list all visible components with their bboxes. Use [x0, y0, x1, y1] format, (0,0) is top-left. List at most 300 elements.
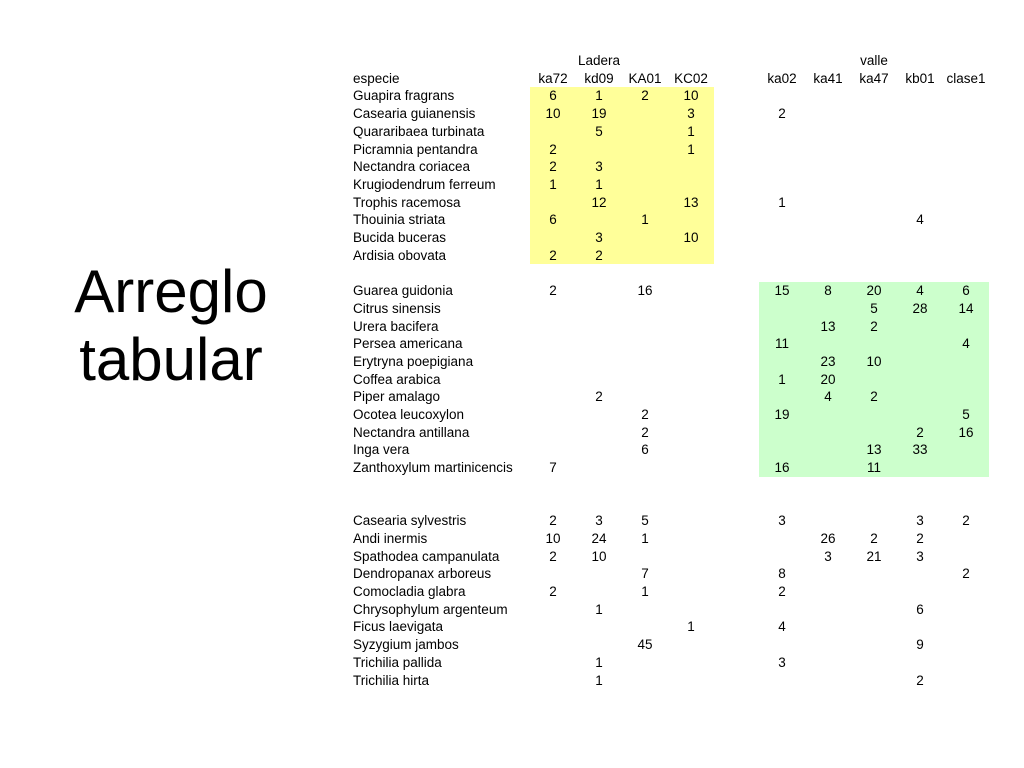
species-name-cell: Ardisia obovata [353, 247, 447, 263]
count-cell: 3 [595, 513, 603, 529]
count-cell [622, 194, 668, 212]
species-name-cell: Syzygium jambos [353, 637, 459, 653]
count-cell [668, 654, 714, 672]
spacer-row [350, 477, 989, 495]
count-cell: 2 [549, 548, 557, 564]
count-cell [943, 318, 989, 336]
column-header-especie: especie [353, 70, 400, 86]
count-cell [851, 87, 897, 105]
count-cell: 2 [916, 672, 924, 688]
count-cell [897, 247, 943, 265]
count-cell [851, 636, 897, 654]
table-row [350, 247, 989, 265]
count-cell [530, 565, 576, 583]
slide-title-line-1: Arreglo [74, 258, 268, 325]
count-cell [530, 388, 576, 406]
slide-title-line-2: tabular [79, 326, 263, 393]
count-cell [530, 371, 576, 389]
count-cell [530, 335, 576, 353]
count-cell [576, 583, 622, 601]
count-cell: 7 [641, 566, 649, 582]
table-row [350, 371, 989, 389]
count-cell [943, 636, 989, 654]
count-cell: 28 [897, 300, 943, 318]
gap-cell [714, 459, 759, 477]
count-cell [851, 211, 897, 229]
count-cell [622, 318, 668, 336]
group-label-spacer [350, 52, 530, 70]
count-cell [897, 618, 943, 636]
gap-cell [714, 618, 759, 636]
count-cell: 4 [916, 212, 924, 228]
count-cell [530, 618, 576, 636]
count-cell [576, 282, 622, 300]
gap-cell [714, 194, 759, 212]
count-cell [943, 247, 989, 265]
count-cell: 13 [668, 194, 714, 212]
gap-cell [714, 105, 759, 123]
count-cell: 4 [943, 335, 989, 353]
count-cell [668, 636, 714, 654]
column-header-kc02: KC02 [674, 70, 708, 86]
count-cell [943, 211, 989, 229]
count-cell [759, 176, 805, 194]
count-cell [759, 353, 805, 371]
count-cell: 2 [549, 283, 557, 299]
gap-cell [714, 548, 759, 566]
count-cell [897, 565, 943, 583]
count-cell [530, 636, 576, 654]
count-cell [805, 211, 851, 229]
count-cell: 8 [805, 282, 851, 300]
table-row [350, 318, 989, 336]
count-cell: 5 [576, 123, 622, 141]
count-cell [805, 636, 851, 654]
gap-cell [714, 654, 759, 672]
count-cell [759, 87, 805, 105]
group-label-spacer [530, 52, 576, 70]
count-cell: 10 [851, 353, 897, 371]
count-cell: 2 [870, 530, 878, 546]
count-cell [576, 371, 622, 389]
count-cell [759, 158, 805, 176]
count-cell [897, 123, 943, 141]
count-cell: 10 [668, 229, 714, 247]
count-cell [576, 211, 622, 229]
count-cell [759, 636, 805, 654]
count-cell: 2 [778, 106, 786, 122]
gap-cell [714, 636, 759, 654]
spacer-row [350, 264, 989, 282]
group-label-spacer [759, 52, 805, 70]
count-cell [576, 636, 622, 654]
count-cell [805, 601, 851, 619]
count-cell: 6 [530, 211, 576, 229]
count-cell: 5 [851, 300, 897, 318]
count-cell: 6 [641, 442, 649, 458]
table-row [350, 194, 989, 212]
table-row [350, 548, 989, 566]
count-cell [668, 548, 714, 566]
count-cell: 13 [851, 441, 897, 459]
table-row [350, 512, 989, 530]
count-cell: 16 [637, 283, 653, 299]
count-cell: 3 [668, 105, 714, 123]
count-cell [943, 601, 989, 619]
count-cell [759, 388, 805, 406]
species-name-cell: Guapira fragrans [353, 88, 455, 104]
count-cell: 1 [778, 194, 786, 210]
count-cell: 1 [595, 654, 603, 670]
count-cell: 1 [576, 176, 622, 194]
gap-cell [714, 388, 759, 406]
count-cell [805, 158, 851, 176]
count-cell: 1 [759, 371, 805, 389]
group-label-spacer [622, 52, 668, 70]
gap-cell [714, 565, 759, 583]
count-cell [530, 424, 576, 442]
count-cell [576, 565, 622, 583]
count-cell: 4 [778, 619, 786, 635]
count-cell: 1 [530, 176, 576, 194]
column-header-ka01: KA01 [628, 70, 662, 86]
count-cell: 15 [759, 282, 805, 300]
count-cell [805, 583, 851, 601]
count-cell: 3 [824, 548, 832, 564]
count-cell [668, 335, 714, 353]
species-name-cell: Nectandra coriacea [353, 159, 471, 175]
count-cell [897, 318, 943, 336]
count-cell [576, 441, 622, 459]
count-cell [576, 335, 622, 353]
count-cell: 3 [576, 229, 622, 247]
count-cell [530, 318, 576, 336]
count-cell [668, 565, 714, 583]
group-label-valle: valle [860, 53, 888, 68]
count-cell: 12 [576, 194, 622, 212]
count-cell: 2 [962, 513, 970, 529]
count-cell [897, 388, 943, 406]
count-cell: 4 [897, 282, 943, 300]
count-cell [622, 247, 668, 265]
group-label-spacer [943, 52, 989, 70]
count-cell: 2 [778, 584, 786, 600]
count-cell [805, 406, 851, 424]
column-header-row [350, 70, 989, 88]
count-cell [576, 318, 622, 336]
count-cell [805, 87, 851, 105]
species-name-cell: Guarea guidonia [353, 283, 453, 299]
count-cell: 2 [576, 247, 622, 265]
group-label-ladera: Ladera [577, 53, 621, 68]
table-row [350, 105, 989, 123]
count-cell [668, 300, 714, 318]
count-cell [805, 459, 851, 477]
species-name-cell: Trichilia pallida [353, 654, 442, 670]
count-cell [622, 672, 668, 690]
count-cell [805, 105, 851, 123]
table-row [350, 618, 989, 636]
table-row [350, 459, 989, 477]
count-cell: 2 [916, 530, 924, 546]
count-cell [668, 388, 714, 406]
count-cell [668, 371, 714, 389]
count-cell [530, 300, 576, 318]
count-cell: 2 [530, 158, 576, 176]
count-cell [897, 158, 943, 176]
column-header-gap [714, 70, 759, 88]
count-cell [668, 406, 714, 424]
count-cell [943, 229, 989, 247]
count-cell [897, 176, 943, 194]
count-cell: 2 [549, 584, 557, 600]
species-name-cell: Comocladia glabra [353, 584, 466, 600]
count-cell [668, 353, 714, 371]
species-name-cell: Piper amalago [353, 389, 441, 405]
count-cell: 2 [897, 424, 943, 442]
count-cell [805, 300, 851, 318]
count-cell: 23 [805, 353, 851, 371]
count-cell [943, 194, 989, 212]
count-cell [943, 530, 989, 548]
count-cell: 3 [576, 158, 622, 176]
count-cell: 1 [595, 601, 603, 617]
species-name-cell: Inga vera [353, 442, 410, 458]
count-cell [759, 548, 805, 566]
column-header-ka41: ka41 [813, 70, 843, 86]
gap-cell [714, 353, 759, 371]
count-cell: 6 [530, 87, 576, 105]
count-cell: 1 [687, 619, 695, 635]
count-cell: 10 [591, 548, 607, 564]
species-name-cell: Citrus sinensis [353, 300, 441, 316]
count-cell [943, 583, 989, 601]
gap-cell [714, 512, 759, 530]
count-cell [759, 300, 805, 318]
count-cell [622, 141, 668, 159]
count-cell: 6 [916, 601, 924, 617]
species-name-cell: Zanthoxylum martinicencis [353, 460, 513, 476]
table-row [350, 158, 989, 176]
table-row [350, 565, 989, 583]
count-cell [759, 441, 805, 459]
count-cell [943, 87, 989, 105]
count-cell [805, 141, 851, 159]
count-cell [897, 105, 943, 123]
gap-cell [714, 406, 759, 424]
count-cell [851, 105, 897, 123]
table-row [350, 530, 989, 548]
table-row [350, 229, 989, 247]
count-cell [943, 371, 989, 389]
count-cell [851, 601, 897, 619]
count-cell [805, 672, 851, 690]
column-header-clase1: clase1 [946, 70, 986, 86]
count-cell [805, 335, 851, 353]
table-row [350, 601, 989, 619]
count-cell [576, 618, 622, 636]
count-cell [851, 654, 897, 672]
count-cell [622, 654, 668, 672]
species-name-cell: Quararibaea turbinata [353, 123, 485, 139]
species-name-cell: Picramnia pentandra [353, 141, 478, 157]
count-cell [805, 176, 851, 194]
count-cell [622, 229, 668, 247]
count-cell: 3 [916, 548, 924, 564]
count-cell [943, 654, 989, 672]
count-cell [805, 229, 851, 247]
gap-cell [714, 158, 759, 176]
gap-cell [714, 211, 759, 229]
species-name-cell: Persea americana [353, 336, 463, 352]
count-cell [851, 335, 897, 353]
count-cell [897, 87, 943, 105]
count-cell [622, 618, 668, 636]
count-cell [897, 406, 943, 424]
count-cell [805, 247, 851, 265]
species-name-cell: Dendropanax arboreus [353, 566, 492, 582]
count-cell [530, 672, 576, 690]
count-cell [668, 424, 714, 442]
species-name-cell: Andi inermis [353, 530, 428, 546]
count-cell: 7 [549, 460, 557, 476]
gap-cell [714, 371, 759, 389]
table-row [350, 388, 989, 406]
count-cell: 14 [943, 300, 989, 318]
count-cell [805, 123, 851, 141]
count-cell [897, 371, 943, 389]
count-cell [805, 565, 851, 583]
species-table [350, 52, 989, 689]
count-cell: 24 [591, 530, 607, 546]
count-cell [622, 335, 668, 353]
table-row [350, 406, 989, 424]
count-cell: 3 [778, 654, 786, 670]
count-cell [622, 300, 668, 318]
count-cell [897, 459, 943, 477]
species-name-cell: Casearia sylvestris [353, 513, 467, 529]
column-header-ka72: ka72 [538, 70, 568, 86]
count-cell [530, 406, 576, 424]
gap-cell [714, 176, 759, 194]
count-cell: 33 [897, 441, 943, 459]
table-row [350, 335, 989, 353]
count-cell [668, 672, 714, 690]
count-cell: 1 [641, 584, 649, 600]
count-cell [668, 459, 714, 477]
group-label-spacer [805, 52, 851, 70]
count-cell [851, 512, 897, 530]
count-cell: 1 [641, 530, 649, 546]
count-cell [805, 441, 851, 459]
count-cell: 4 [805, 388, 851, 406]
count-cell [943, 618, 989, 636]
count-cell: 45 [637, 637, 653, 653]
count-cell [576, 406, 622, 424]
count-cell [943, 388, 989, 406]
gap-cell [714, 583, 759, 601]
count-cell [622, 388, 668, 406]
count-cell: 10 [545, 530, 561, 546]
table-row [350, 441, 989, 459]
group-label-spacer [897, 52, 943, 70]
gap-cell [714, 141, 759, 159]
count-cell: 2 [962, 566, 970, 582]
table-row [350, 583, 989, 601]
count-cell [943, 441, 989, 459]
count-cell [668, 441, 714, 459]
count-cell [851, 123, 897, 141]
species-name-cell: Erytryna poepigiana [353, 353, 474, 369]
gap-cell [714, 530, 759, 548]
count-cell [668, 512, 714, 530]
count-cell [622, 548, 668, 566]
gap-cell [714, 672, 759, 690]
count-cell: 2 [595, 389, 603, 405]
count-cell: 1 [576, 87, 622, 105]
count-cell: 2 [549, 513, 557, 529]
count-cell [897, 353, 943, 371]
gap-cell [714, 318, 759, 336]
count-cell: 1 [622, 211, 668, 229]
count-cell [943, 141, 989, 159]
column-header-ka47: ka47 [859, 70, 889, 86]
count-cell: 26 [820, 530, 836, 546]
spacer-row [350, 495, 989, 513]
spacer-cell [350, 495, 989, 513]
count-cell [530, 194, 576, 212]
table-row [350, 654, 989, 672]
count-cell [668, 601, 714, 619]
column-header-ka02: ka02 [767, 70, 797, 86]
count-cell [530, 601, 576, 619]
count-cell: 2 [641, 424, 649, 440]
table-row [350, 282, 989, 300]
count-cell [668, 247, 714, 265]
gap-cell [714, 300, 759, 318]
group-label-spacer [668, 52, 714, 70]
count-cell [759, 229, 805, 247]
count-cell [943, 123, 989, 141]
count-cell: 3 [778, 513, 786, 529]
gap-cell [714, 441, 759, 459]
count-cell [805, 654, 851, 672]
count-cell [851, 371, 897, 389]
count-cell: 5 [641, 513, 649, 529]
count-cell [759, 601, 805, 619]
count-cell: 21 [866, 548, 882, 564]
count-cell [851, 158, 897, 176]
spacer-cell [350, 264, 989, 282]
count-cell [943, 353, 989, 371]
count-cell [897, 583, 943, 601]
count-cell: 2 [641, 407, 649, 423]
count-cell [622, 371, 668, 389]
table-row [350, 353, 989, 371]
count-cell [897, 141, 943, 159]
species-name-cell: Krugiodendrum ferreum [353, 176, 496, 192]
count-cell [622, 105, 668, 123]
count-cell [759, 530, 805, 548]
count-cell [668, 158, 714, 176]
count-cell [851, 672, 897, 690]
table-row [350, 300, 989, 318]
count-cell [805, 194, 851, 212]
gap-cell [714, 282, 759, 300]
count-cell: 2 [851, 318, 897, 336]
count-cell [622, 123, 668, 141]
count-cell [759, 424, 805, 442]
